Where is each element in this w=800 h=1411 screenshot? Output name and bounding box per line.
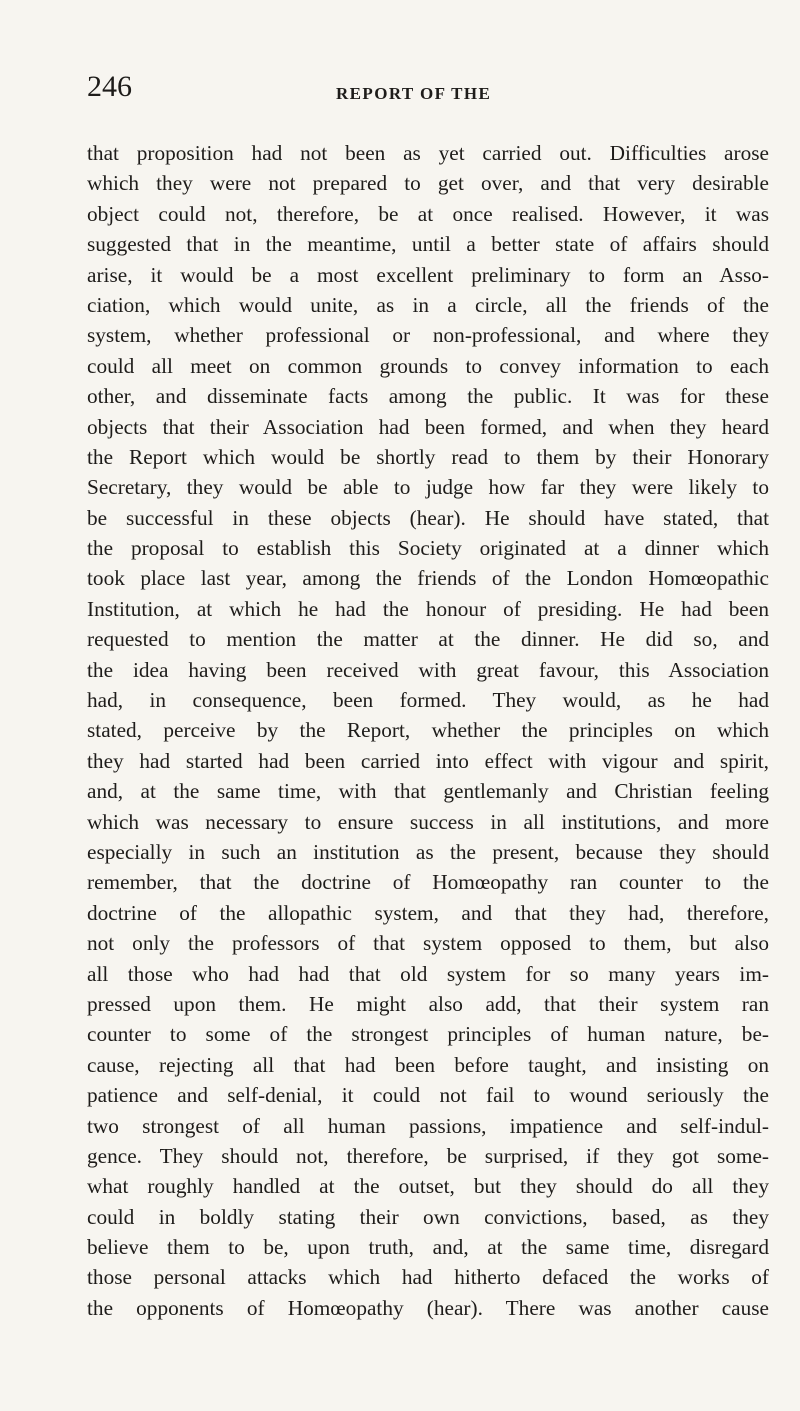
text-line: stated, perceive by the Report, whether the principles on which bbox=[87, 718, 769, 743]
page-number: 246 bbox=[87, 70, 132, 103]
text-line: took place last year, among the friends of the London Homœopathic bbox=[87, 566, 769, 591]
text-line: suggested that in the meantime, until a better state of affairs should bbox=[87, 232, 769, 257]
running-head: REPORT OF THE bbox=[336, 84, 492, 103]
text-line: counter to some of the strongest principles of human nature, be- bbox=[87, 1022, 769, 1047]
text-line: especially in such an institution as the present, because they should bbox=[87, 839, 769, 864]
text-line: ciation, which would unite, as in a circle, all the friends of the bbox=[87, 292, 769, 317]
text-line: not only the professors of that system opposed to them, but also bbox=[87, 931, 769, 956]
text-line: what roughly handled at the outset, but they should do all they bbox=[87, 1174, 769, 1199]
text-line: had, in consequence, been formed. They would, as he had bbox=[87, 688, 769, 713]
text-line: doctrine of the allopathic system, and that they had, therefore, bbox=[87, 900, 769, 925]
text-line: objects that their Association had been formed, and when they heard bbox=[87, 414, 769, 439]
text-line: the proposal to establish this Society originated at a dinner which bbox=[87, 536, 769, 561]
text-line: could in boldly stating their own convictions, based, as they bbox=[87, 1204, 769, 1229]
text-line: which they were not prepared to get over, and that very desirable bbox=[87, 171, 769, 196]
text-line: they had started had been carried into effect with vigour and spirit, bbox=[87, 748, 769, 773]
text-line: arise, it would be a most excellent preliminary to form an Asso- bbox=[87, 262, 769, 287]
text-line: cause, rejecting all that had been before taught, and insisting on bbox=[87, 1052, 769, 1077]
text-line: remember, that the doctrine of Homœopathy ran counter to the bbox=[87, 870, 769, 895]
text-line: object could not, therefore, be at once realised. However, it was bbox=[87, 201, 769, 226]
text-line: which was necessary to ensure success in all institutions, and more bbox=[87, 809, 769, 834]
text-line: patience and self-denial, it could not fail to wound seriously the bbox=[87, 1083, 769, 1108]
text-line: two strongest of all human passions, impatience and self-indul- bbox=[87, 1113, 769, 1138]
text-line: and, at the same time, with that gentlemanly and Christian feeling bbox=[87, 779, 769, 804]
text-line: gence. They should not, therefore, be surprised, if they got some- bbox=[87, 1143, 769, 1168]
text-line: the opponents of Homœopathy (hear). There was another cause bbox=[87, 1295, 769, 1320]
text-line: all those who had had that old system for so many years im- bbox=[87, 961, 769, 986]
text-line: be successful in these objects (hear). He should have stated, that bbox=[87, 505, 769, 530]
text-line: the Report which would be shortly read to them by their Honorary bbox=[87, 444, 769, 469]
body-text bbox=[87, 138, 769, 1323]
text-line: other, and disseminate facts among the public. It was for these bbox=[87, 384, 769, 409]
text-line: pressed upon them. He might also add, that their system ran bbox=[87, 991, 769, 1016]
text-line: the idea having been received with great favour, this Association bbox=[87, 657, 769, 682]
text-line: system, whether professional or non-professional, and where they bbox=[87, 323, 769, 348]
text-line: that proposition had not been as yet carried out. Difficulties arose bbox=[87, 141, 769, 165]
text-line: Institution, at which he had the honour of presiding. He had been bbox=[87, 596, 769, 621]
text-line: requested to mention the matter at the dinner. He did so, and bbox=[87, 627, 769, 652]
text-line: those personal attacks which had hitherto defaced the works of bbox=[87, 1265, 769, 1290]
text-line: Secretary, they would be able to judge how far they were likely to bbox=[87, 475, 769, 500]
text-line: could all meet on common grounds to convey information to each bbox=[87, 353, 769, 378]
text-line: believe them to be, upon truth, and, at the same time, disregard bbox=[87, 1235, 769, 1260]
